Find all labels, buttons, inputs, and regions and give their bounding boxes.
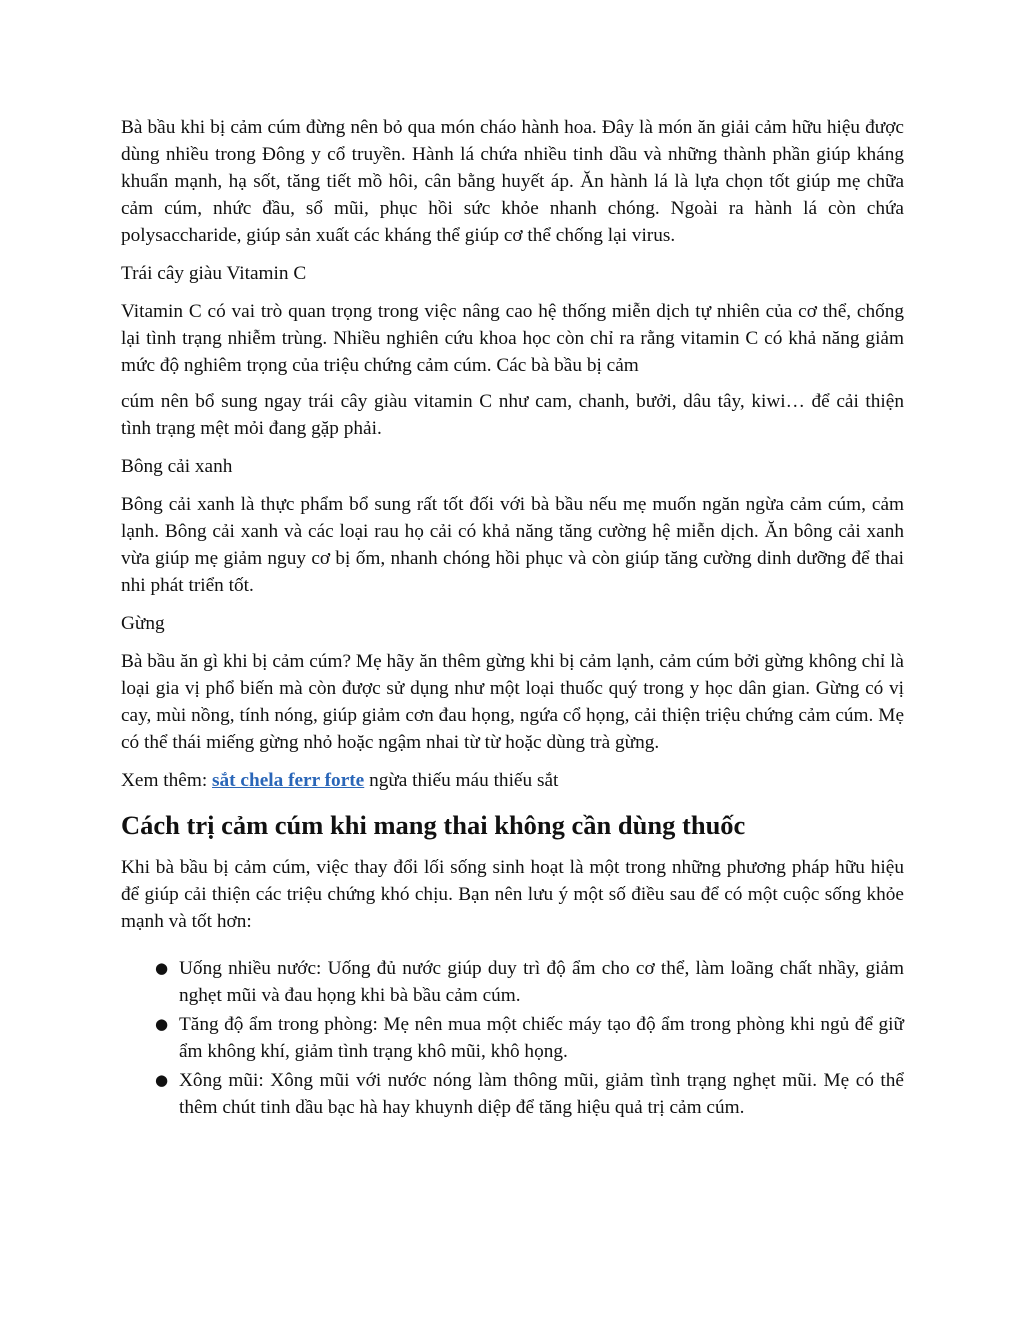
bullet-icon: ● [155,1071,169,1089]
list-item-text: Uống nhiều nước: Uống đủ nước giúp duy trì độ ẩm cho cơ thể, làm loãng chất nhầy, giảm nghẹt mũi và đau họng khi bà bầu cảm cúm. [179,958,904,1006]
see-also-suffix: ngừa thiếu máu thiếu sắt [364,770,559,791]
bullet-icon: ● [155,1015,169,1033]
see-also-prefix: Xem thêm: [121,770,213,791]
paragraph-ginger: Bà bầu ăn gì khi bị cảm cúm? Mẹ hãy ăn thêm gừng khi bị cảm lạnh, cảm cúm bởi gừng không chỉ là loại gia vị phổ biến mà còn được sử dụng như một loại thuốc quý trong y học dân gian. Gừng có vị cay, mùi nồng, tính nóng, giúp giảm cơn đau họng, ngứa cổ họng, cải thiện triệu chứng cảm cúm. Mẹ có thể thái miếng gừng nhỏ hoặc ngậm nhai từ từ hoặc dùng trà gừng. [121,651,904,753]
section-heading: Cách trị cảm cúm khi mang thai không cần dùng thuốc [121,810,746,840]
section-intro: Khi bà bầu bị cảm cúm, việc thay đổi lối sống sinh hoạt là một trong những phương pháp hữu hiệu để giúp cải thiện các triệu chứng khó chịu. Bạn nên lưu ý một số điều sau để có một cuộc sống khỏe mạnh và tốt hơn: [121,857,904,932]
subheading-broccoli: Bông cải xanh [121,456,233,477]
document-page [121,114,904,1123]
subheading-vitamin-c-fruit: Trái cây giàu Vitamin C [121,263,307,284]
paragraph-vitamin-c-continued: cúm nên bổ sung ngay trái cây giàu vitamin C như cam, chanh, bưởi, dâu tây, kiwi… để cải thiện tình trạng mệt mỏi đang gặp phải. [121,391,904,439]
paragraph-scallion-porridge: Bà bầu khi bị cảm cúm đừng nên bỏ qua món cháo hành hoa. Đây là món ăn giải cảm hữu hiệu được dùng nhiều trong Đông y cổ truyền. Hành lá chứa nhiều tinh dầu và những thành phần giúp kháng khuẩn mạnh, hạ sốt, tăng tiết mồ hôi, cân bằng huyết áp. Ăn hành lá là lựa chọn tốt giúp mẹ chữa cảm cúm, nhức đầu, sổ mũi, phục hồi sức khỏe nhanh chóng. Ngoài ra hành lá còn chứa polysaccharide, giúp sản xuất các kháng thể giúp cơ thể chống lại virus. [121,117,904,246]
list-item [121,955,904,1009]
list-item [121,1067,904,1121]
paragraph-broccoli: Bông cải xanh là thực phẩm bổ sung rất tốt đối với bà bầu nếu mẹ muốn ngăn ngừa cảm cúm, cảm lạnh. Bông cải xanh và các loại rau họ cải có khả năng tăng cường hệ miễn dịch. Ăn bông cải xanh vừa giúp mẹ giảm nguy cơ bị ốm, nhanh chóng hồi phục và còn giúp tăng cường dinh dưỡng để thai nhi phát triển tốt. [121,494,904,596]
list-item [121,1011,904,1065]
see-also-line [121,767,904,794]
list-item-text: Xông mũi: Xông mũi với nước nóng làm thông mũi, giảm tình trạng nghẹt mũi. Mẹ có thể thêm chút tinh dầu bạc hà hay khuynh diệp để tăng hiệu quả trị cảm cúm. [179,1070,904,1118]
subheading-ginger: Gừng [121,613,165,634]
paragraph-vitamin-c: Vitamin C có vai trò quan trọng trong việc nâng cao hệ thống miễn dịch tự nhiên của cơ thể, chống lại tình trạng nhiễm trùng. Nhiều nghiên cứu khoa học còn chỉ ra rằng vitamin C có khả năng giảm mức độ nghiêm trọng của triệu chứng cảm cúm. Các bà bầu bị cảm [121,301,904,376]
tips-list [121,955,904,1121]
iron-supplement-link[interactable]: sắt chela ferr forte [212,770,365,791]
list-item-text: Tăng độ ẩm trong phòng: Mẹ nên mua một chiếc máy tạo độ ẩm trong phòng khi ngủ để giữ ẩm không khí, giảm tình trạng khô mũi, khô họng. [179,1014,904,1062]
bullet-icon: ● [155,959,169,977]
